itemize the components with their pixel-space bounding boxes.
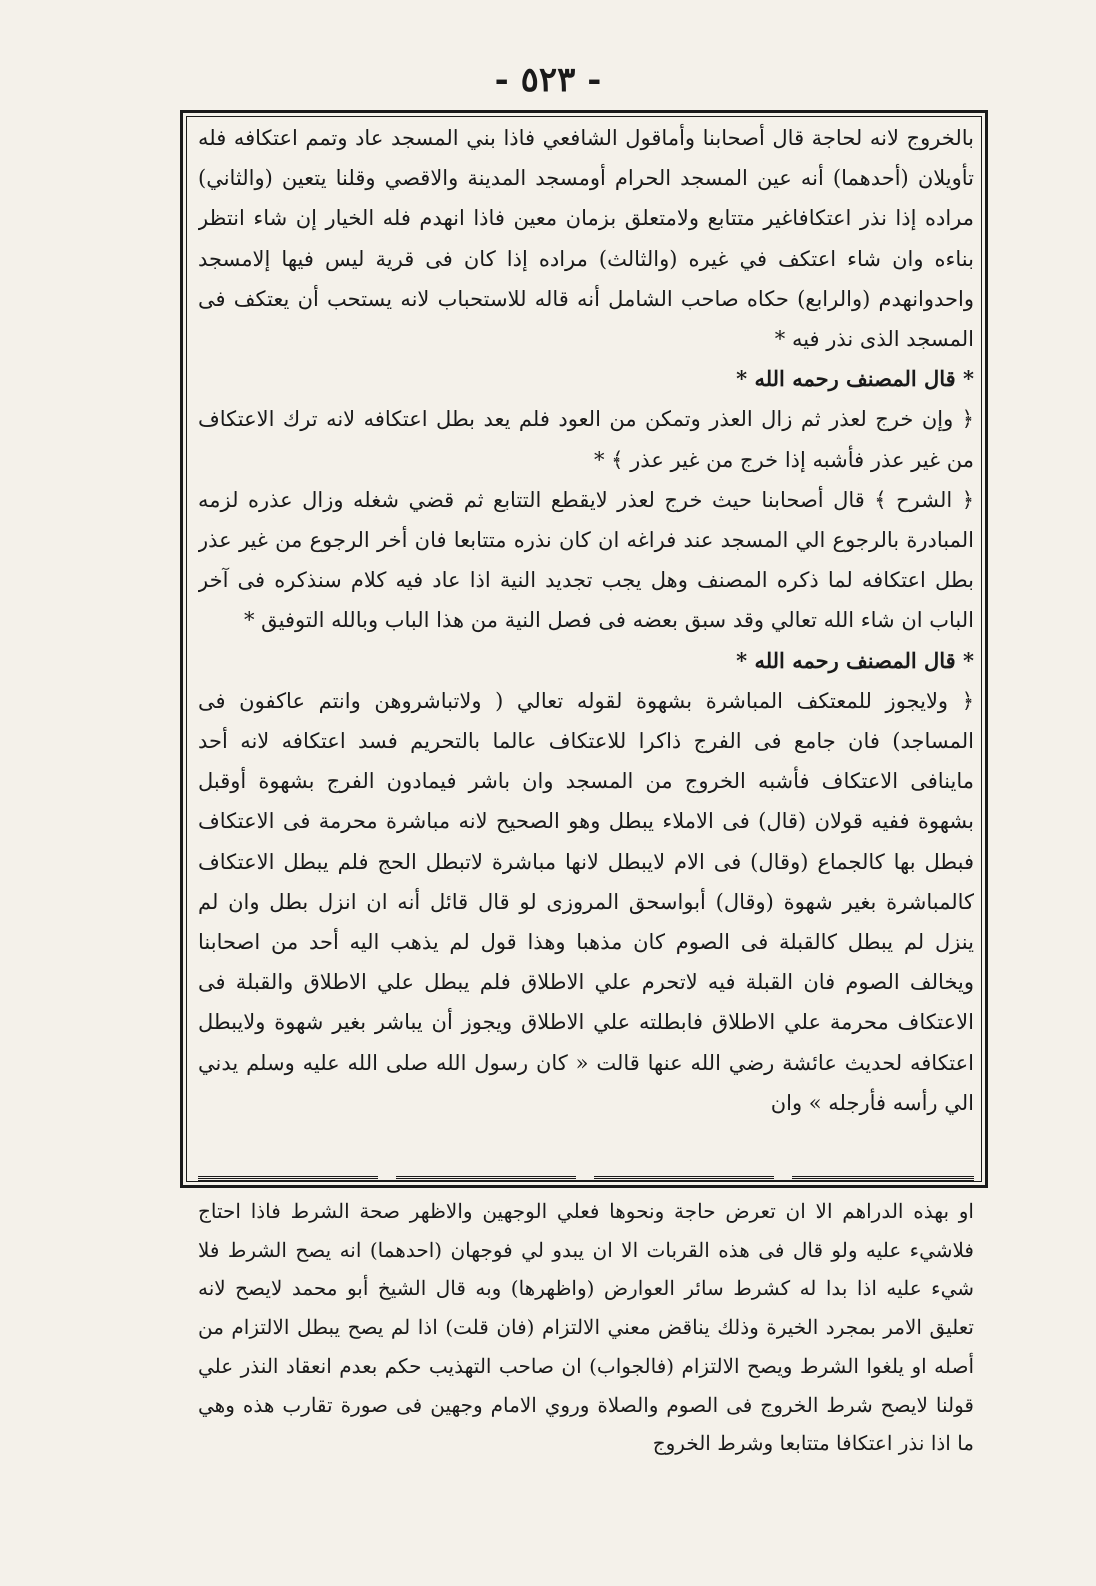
main-paragraph-1: بالخروج لانه لحاجة قال أصحابنا وأماقول الشافعي فاذا بني المسجد عاد وتمم اعتكافه فله تأويلان (أحدهما) أنه عين المسجد الحرام أومسجد المدينة والاقصي وقلنا يتعين (والثاني) مراده إذا نذر اعتكافاغير متتابع ولامتعلق بزمان معين فاذا انهدم فله الخيار إن شاء انتظر بناءه وان شاء اعتكف في غيره (والثالث) مراده إذا كان فى قرية ليس فيها إلامسجد واحدوانهدم (والرابع) حكاه صاحب الشامل أنه قاله للاستحباب لانه يستحب أن يعتكف فى المسجد الذى نذر فيه * [198, 126, 974, 352]
main-paragraph-3: ﴿ الشرح ﴾ قال أصحابنا حيث خرج لعذر لايقطع التتابع ثم قضي شغله وزال عذره لزمه المبادرة بالرجوع الي المسجد عند فراغه ان كان نذره متتابعا فان أخر الرجوع من غير عذر بطل اعتكافه لما ذكره المصنف وهل يجب تجديد النية اذا عاد فيه كلام سنذكره فى آخر الباب ان شاء الله تعالي وقد سبق بعضه فى فصل النية من هذا الباب وبالله التوفيق * [198, 487, 974, 633]
main-paragraph-4: ﴿ ولايجوز للمعتكف المباشرة بشهوة لقوله تعالي ( ولاتباشروهن وانتم عاكفون فى المساجد) فان جامع فى الفرج ذاكرا للاعتكاف عالما بالتحريم فسد اعتكافه لانه أحد ماينافى الاعتكاف فأشبه الخروج من المسجد وان باشر فيمادون الفرج بشهوة أوقبل بشهوة ففيه قولان (قال) فى الاملاء يبطل وهو الصحيح لانه مباشرة محرمة فى الاعتكاف فبطل بها كالجماع (وقال) فى الام لايبطل لانها مباشرة لاتبطل الحج فلم يبطل الاعتكاف كالمباشرة بغير شهوة (وقال) أبواسحق المروزى لو قال قائل أنه ان انزل بطل وان لم ينزل لم يبطل كالقبلة فى الصوم كان مذهبا وهذا قول لم يذهب اليه أحد من اصحابنا ويخالف الصوم فان القبلة فيه لاتحرم علي الاطلاق فلم يبطل علي الاطلاق والقبلة فى الاعتكاف محرمة علي الاطلاق فابطلته علي الاطلاق ويجوز أن يباشر بغير شهوة ولايبطل اعتكافه لحديث عائشة رضي الله عنها قالت « كان رسول الله صلى الله عليه وسلم يدني الي رأسه فأرجله » وان [198, 688, 974, 1115]
page-number: - ٥٢٣ - [494, 60, 602, 100]
footnote-paragraph: او بهذه الدراهم الا ان تعرض حاجة ونحوها فعلي الوجهين والاظهر صحة الشرط فاذا احتاج فلاشيء عليه ولو قال فى هذه القربات الا ان يبدو لي فوجهان (احدهما) انه يصح الشرط فلا شيء عليه اذا بدا له كشرط سائر العوارض (واظهرها) وبه قال الشيخ أبو محمد لايصح لانه تعليق الامر بمجرد الخيرة وذلك يناقض معني الالتزام (فان قلت) اذا لم يصح يبطل الالتزام من أصله او يلغوا الشرط ويصح الالتزام (فالجواب) ان صاحب التهذيب حكم بعدم انعقاد النذر علي قولنا لايصح شرط الخروج فى الصوم والصلاة وروي الامام وجهين فى صورة تقارب هذه وهي ما اذا نذر اعتكافا متتابعا وشرط الخروج [198, 1199, 974, 1456]
footnote-separator-segment [198, 1176, 378, 1179]
footnote-text [198, 1192, 974, 1492]
main-text [198, 118, 974, 1178]
main-paragraph-2: ﴿ وإن خرج لعذر ثم زال العذر وتمكن من العود فلم يعد بطل اعتكافه لانه ترك الاعتكاف من غير عذر فأشبه إذا خرج من غير عذر ﴾ * [198, 407, 974, 472]
footnote-separator-segment [792, 1176, 974, 1179]
footnote-separator [198, 1180, 974, 1184]
footnote-separator-segment [594, 1176, 774, 1179]
footnote-separator-segment [396, 1176, 576, 1179]
section-heading: * قال المصنف رحمه الله * [736, 647, 974, 673]
section-heading: * قال المصنف رحمه الله * [736, 366, 974, 392]
